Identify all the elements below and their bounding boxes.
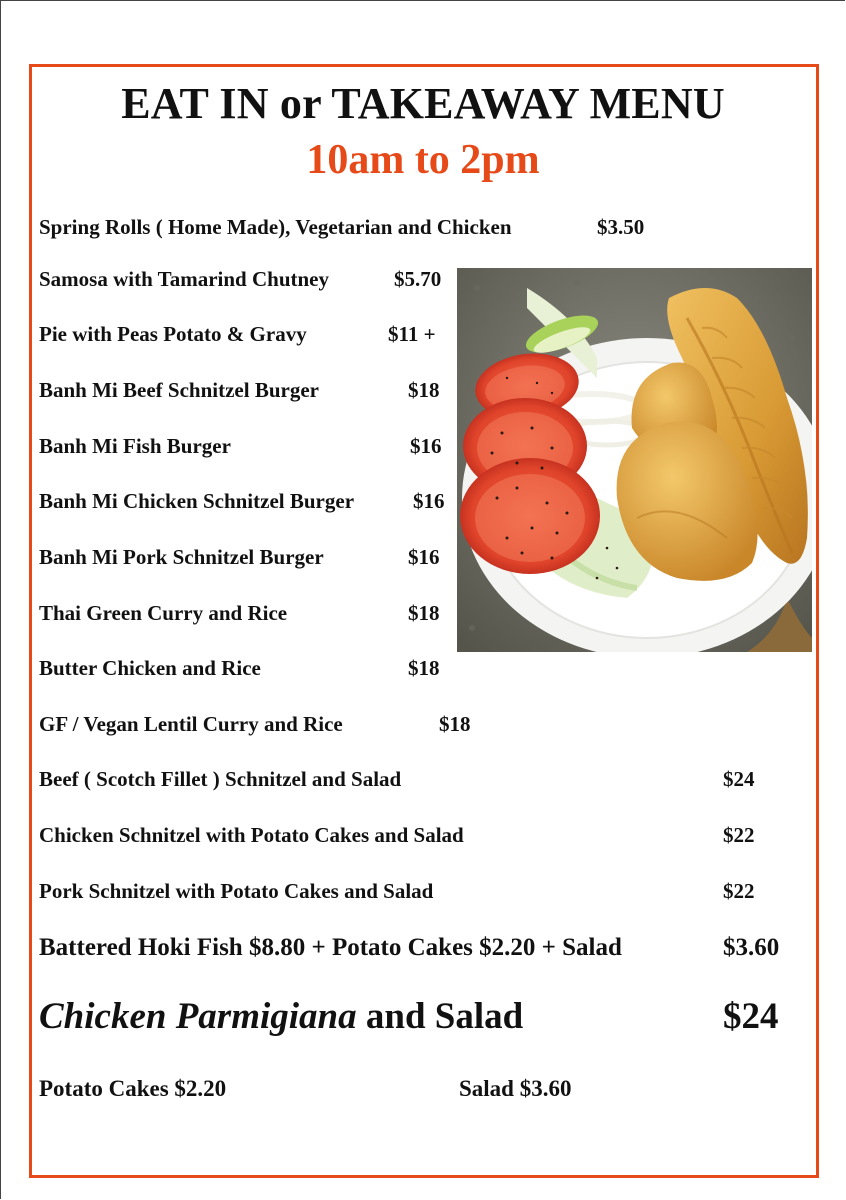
menu-item-name: Thai Green Curry and Rice xyxy=(39,601,288,625)
menu-item-price: $3.50 xyxy=(597,215,645,239)
menu-item-name: Banh Mi Pork Schnitzel Burger xyxy=(39,545,324,569)
menu-item-name: Chicken Schnitzel with Potato Cakes and Salad xyxy=(39,823,464,847)
menu-item-price: $11 + xyxy=(388,322,436,346)
menu-item-price: $22 xyxy=(723,879,755,903)
menu-item-price: $18 xyxy=(439,712,471,736)
featured-item-price: $24 xyxy=(723,996,779,1037)
side-salad: Salad $3.60 xyxy=(459,1076,572,1101)
menu-item-price: $24 xyxy=(723,767,755,791)
menu-item-name: Samosa with Tamarind Chutney xyxy=(39,267,329,291)
menu-item-price: $5.70 xyxy=(394,267,442,291)
menu-item-price: $16 xyxy=(410,434,442,458)
menu-item-name: Pork Schnitzel with Potato Cakes and Salad xyxy=(39,879,434,903)
menu-item-name: Banh Mi Chicken Schnitzel Burger xyxy=(39,489,355,513)
menu-item-name: Banh Mi Fish Burger xyxy=(39,434,231,458)
menu-item-name: Battered Hoki Fish $8.80 + Potato Cakes $2.20 + Salad xyxy=(39,934,622,961)
menu-title: EAT IN or TAKEAWAY MENU xyxy=(121,79,725,128)
side-potato-cakes: Potato Cakes $2.20 xyxy=(39,1076,227,1101)
menu-item-name: Spring Rolls ( Home Made), Vegetarian and Chicken xyxy=(39,215,512,239)
menu-item-price: $18 xyxy=(408,378,440,402)
featured-item xyxy=(39,998,523,1035)
menu-item-name: Beef ( Scotch Fillet ) Schnitzel and Salad xyxy=(39,767,402,791)
menu-item-name: Butter Chicken and Rice xyxy=(39,656,261,680)
menu-item-price: $22 xyxy=(723,823,755,847)
menu-item-price: $18 xyxy=(408,656,440,680)
menu-item-price: $18 xyxy=(408,601,440,625)
opening-hours: 10am to 2pm xyxy=(306,137,540,183)
menu-item-name: Pie with Peas Potato & Gravy xyxy=(39,322,307,346)
featured-item-italic: Chicken Parmigiana xyxy=(39,996,357,1037)
menu-item-name: GF / Vegan Lentil Curry and Rice xyxy=(39,712,343,736)
featured-item-plain: and Salad xyxy=(365,996,524,1037)
menu-item-price: $16 xyxy=(408,545,440,569)
menu-item-price: $16 xyxy=(413,489,445,513)
menu-item-name: Banh Mi Beef Schnitzel Burger xyxy=(39,378,319,402)
menu-item-price: $3.60 xyxy=(723,934,780,961)
food-photo-icon xyxy=(457,268,812,652)
